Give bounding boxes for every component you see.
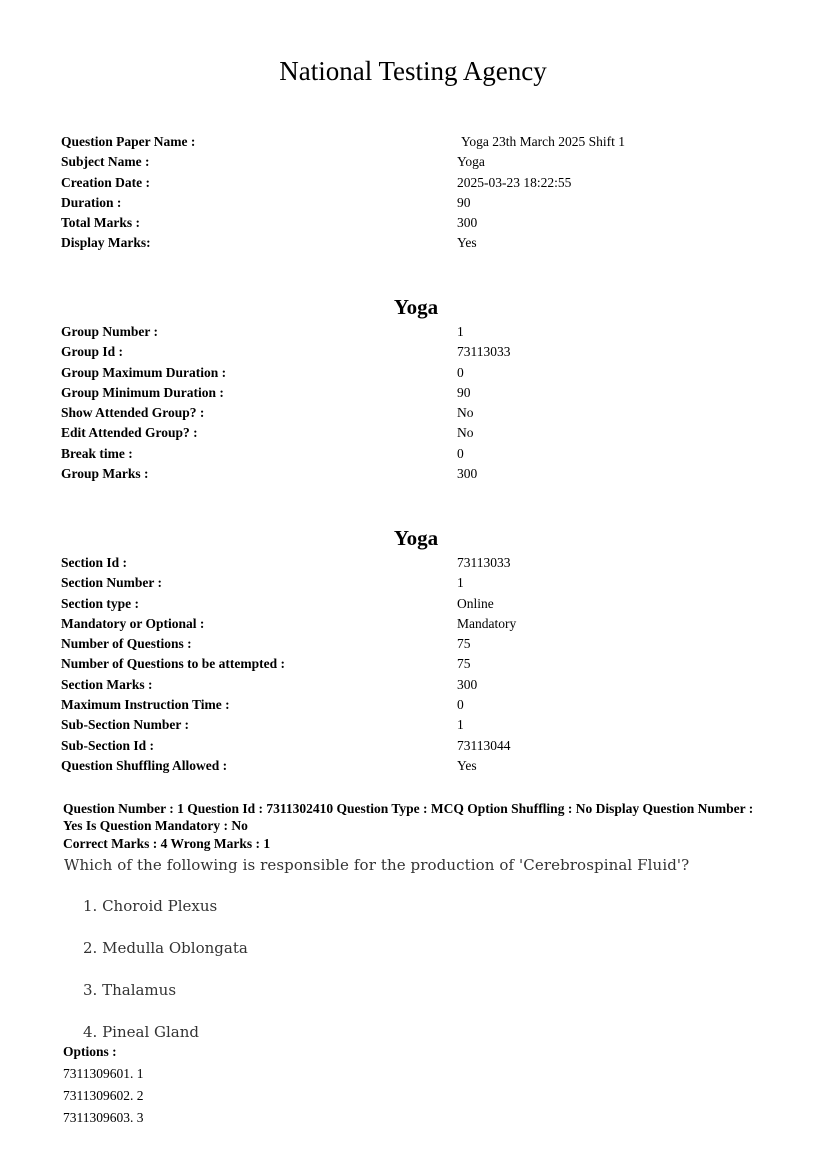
section-value: 73113033 [457, 555, 511, 570]
question-choice: 3. Thalamus [83, 981, 177, 999]
group-label: Group Id : [61, 344, 124, 360]
question-marks: Correct Marks : 4 Wrong Marks : 1 [63, 836, 271, 851]
info-row-display-marks [61, 233, 761, 253]
info-value: Yoga [457, 154, 485, 170]
group-row [61, 403, 761, 423]
section-row [61, 634, 761, 654]
group-info-table [61, 322, 761, 484]
section-label: Section Marks : [61, 676, 153, 692]
section-label: Mandatory or Optional : [61, 615, 205, 631]
paper-info-table [61, 132, 761, 254]
section-row [61, 736, 761, 756]
section-label: Sub-Section Id : [61, 737, 155, 753]
question-choice: 2. Medulla Oblongata [83, 939, 248, 957]
section-value: 300 [457, 676, 478, 692]
section-value: 73113044 [457, 737, 511, 753]
group-label: Group Minimum Duration : [61, 384, 224, 400]
section-row [61, 573, 761, 593]
group-value: 300 [457, 466, 478, 482]
section-heading: Yoga [393, 526, 439, 550]
section-label: Section Number : [61, 575, 162, 591]
info-row-paper-name [61, 132, 761, 152]
info-label: Display Marks: [61, 235, 151, 251]
question-choice: 4. Pineal Gland [83, 1023, 200, 1041]
group-row [61, 322, 761, 342]
group-row [61, 423, 761, 443]
section-label: Number of Questions : [61, 636, 192, 652]
section-label: Number of Questions to be attempted : [61, 656, 285, 672]
group-value: No [457, 405, 474, 421]
info-label: Subject Name : [61, 154, 150, 170]
option-id: 7311309601. 1 [63, 1066, 144, 1081]
options-label: Options : [63, 1044, 117, 1059]
section-row [61, 675, 761, 695]
info-row-creation-date [61, 173, 761, 193]
info-label: Total Marks : [61, 215, 141, 231]
group-row [61, 342, 761, 362]
info-value: 90 [457, 194, 471, 210]
info-row-duration [61, 193, 761, 213]
option-id: 7311309602. 2 [63, 1088, 144, 1103]
info-value: Yes [457, 235, 477, 251]
group-heading: Yoga [393, 295, 439, 319]
group-value: No [457, 425, 474, 441]
group-label: Group Maximum Duration : [61, 364, 227, 380]
section-row [61, 614, 761, 634]
section-value: Yes [457, 757, 477, 773]
info-value: 2025-03-23 18:22:55 [457, 174, 572, 190]
question-text: Which of the following is responsible for the production of 'Cerebrospinal Fluid'? [64, 856, 690, 874]
section-row [61, 594, 761, 614]
option-id: 7311309603. 3 [63, 1110, 144, 1125]
section-label: Sub-Section Number : [61, 717, 190, 733]
info-row-subject-name [61, 152, 761, 172]
group-value: 90 [457, 384, 471, 400]
section-row [61, 756, 761, 776]
section-value: 75 [457, 636, 471, 652]
section-info-table [61, 553, 761, 776]
info-value: Yoga 23th March 2025 Shift 1 [461, 134, 626, 149]
section-value: 0 [457, 697, 464, 713]
info-value: 300 [457, 215, 478, 231]
page-title: National Testing Agency [279, 56, 547, 86]
group-value: 0 [457, 364, 464, 380]
question-header: Question Number : 1 Question Id : 7311302410 Question Type : MCQ Option Shuffling : No Display Question Number : Yes Is Question Mandatory : No [63, 801, 754, 833]
section-row [61, 553, 761, 573]
group-label: Show Attended Group? : [61, 405, 205, 421]
group-row [61, 383, 761, 403]
section-row [61, 654, 761, 674]
group-value: 0 [457, 445, 464, 461]
section-value: 1 [457, 575, 464, 591]
section-value: Online [457, 595, 494, 611]
group-value: 73113033 [457, 344, 511, 360]
section-row [61, 715, 761, 735]
group-label: Edit Attended Group? : [61, 425, 198, 441]
section-value: 1 [457, 717, 464, 733]
group-label: Group Marks : [61, 466, 149, 482]
group-label: Group Number : [61, 324, 159, 339]
section-value: Mandatory [457, 615, 517, 631]
section-label: Question Shuffling Allowed : [61, 757, 228, 773]
info-label: Creation Date : [61, 174, 150, 190]
info-label: Question Paper Name : [61, 134, 196, 149]
section-label: Section Id : [61, 555, 128, 570]
group-row [61, 444, 761, 464]
section-value: 75 [457, 656, 471, 672]
section-row [61, 695, 761, 715]
group-value: 1 [457, 324, 464, 339]
section-label: Section type : [61, 595, 139, 611]
section-label: Maximum Instruction Time : [61, 697, 230, 713]
group-label: Break time : [61, 445, 133, 461]
group-row [61, 363, 761, 383]
info-label: Duration : [61, 194, 122, 210]
group-row [61, 464, 761, 484]
question-choice: 1. Choroid Plexus [83, 897, 218, 915]
info-row-total-marks [61, 213, 761, 233]
